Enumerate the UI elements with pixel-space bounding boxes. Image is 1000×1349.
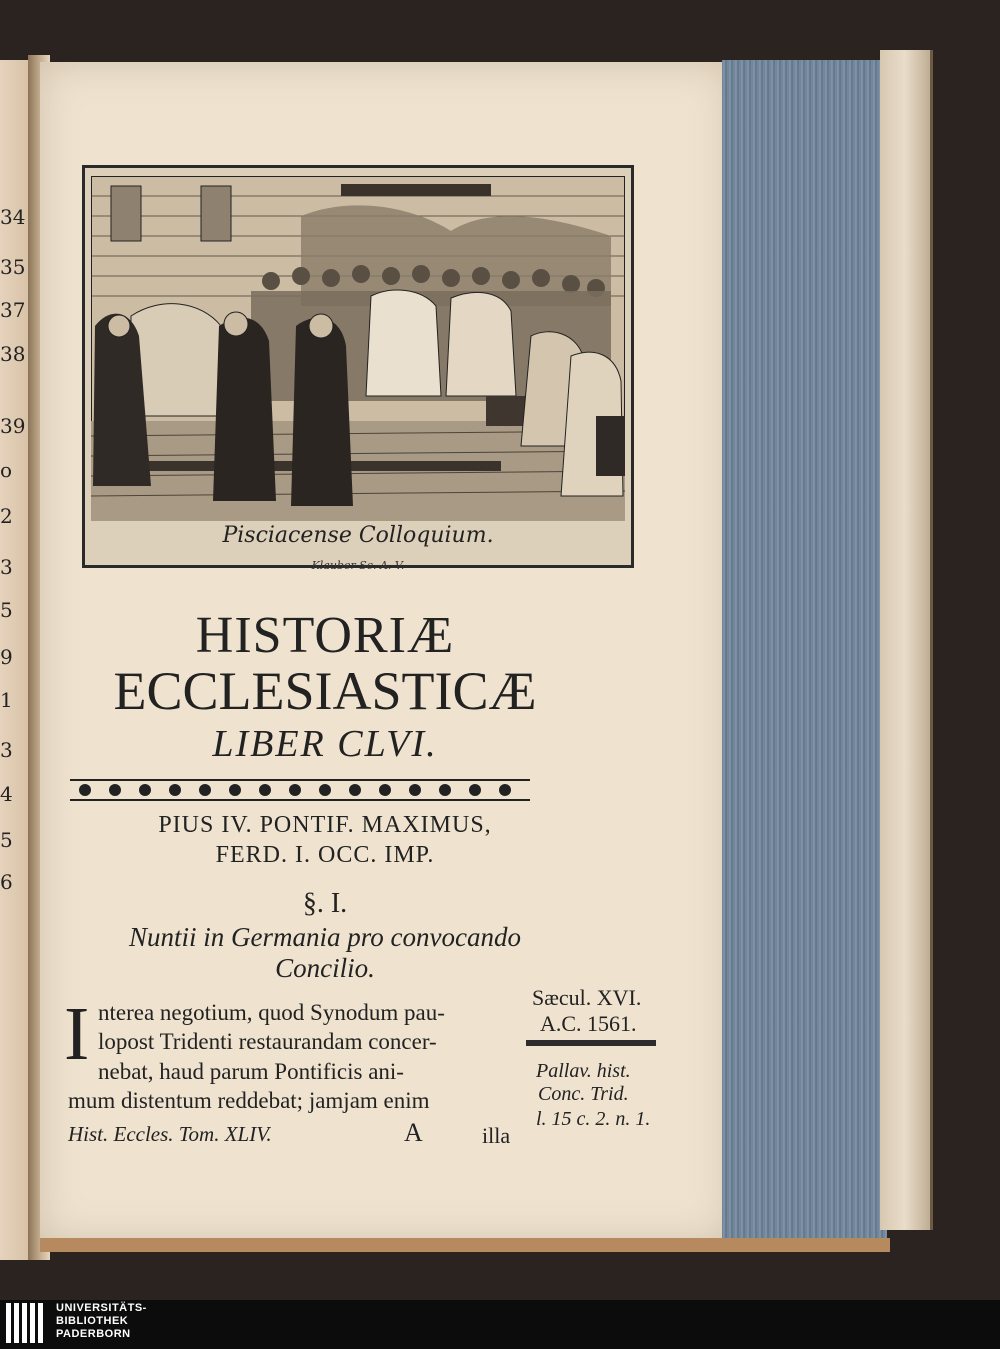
body-line-2: lopost Tridenti restaurandam concer- (98, 1029, 437, 1054)
section-number: §. I. (302, 888, 348, 919)
catchword: illa (482, 1123, 511, 1148)
engraving-caption: Pisciacense Colloquium. (222, 523, 494, 548)
page-block-edge (722, 60, 887, 1240)
library-name-line-1: UNIVERSITÄTS- (56, 1302, 147, 1314)
margin-number: 37 (0, 298, 26, 322)
title-line-1: HISTORIÆ (195, 607, 455, 664)
margin-number: 4 (0, 782, 13, 806)
sidenote-century: Sæcul. XVI. (532, 985, 642, 1010)
margin-number: 38 (0, 342, 26, 366)
margin-number: 2 (0, 504, 13, 528)
library-logo-icon (6, 1303, 48, 1343)
library-banner (0, 1300, 1000, 1349)
margin-number: 34 (0, 205, 26, 229)
heading-line-1: PIUS IV. PONTIF. MAXIMUS, (158, 812, 492, 838)
margin-number: o (0, 458, 13, 482)
margin-number: 35 (0, 255, 26, 279)
section-subtitle (60, 922, 590, 984)
margin-number: 5 (0, 598, 13, 622)
heading-line-2: FERD. I. OCC. IMP. (215, 842, 435, 868)
library-name-line-3: PADERBORN (56, 1328, 131, 1340)
margin-number: 9 (0, 645, 13, 669)
drop-capital: I (64, 992, 90, 1076)
section-subtitle-line-1: Nuntii in Germania pro convocando (129, 922, 521, 952)
book-cover (880, 50, 933, 1230)
signature-mark: Hist. Eccles. Tom. XLIV. (68, 1122, 272, 1146)
body-line-1: nterea negotium, quod Synodum pau- (98, 1000, 445, 1025)
margin-number: 1 (0, 688, 13, 712)
margin-number: 5 (0, 828, 13, 852)
engraving-illustration (82, 165, 634, 572)
margin-number: 3 (0, 555, 13, 579)
body-line-3: nebat, haud parum Pontificis ani- (98, 1059, 404, 1084)
ornamental-divider (70, 776, 530, 804)
gathering-letter: A (404, 1118, 423, 1147)
sidenote-reference-2: Conc. Trid. (538, 1083, 629, 1105)
library-name-line-2: BIBLIOTHEK (56, 1315, 129, 1327)
cover-bottom-edge (40, 1238, 890, 1252)
margin-number: 39 (0, 414, 26, 438)
margin-number: 6 (0, 870, 13, 894)
margin-number: 3 (0, 738, 13, 762)
title-line-3: LIBER CLVI. (212, 723, 438, 765)
sidenote-rule (526, 1040, 656, 1046)
sidenote-reference-3: l. 15 c. 2. n. 1. (536, 1108, 651, 1130)
assembly-scene-picture (91, 176, 625, 521)
sidenote-year: A.C. 1561. (540, 1011, 637, 1036)
section-subtitle-line-2: Concilio. (275, 953, 375, 983)
engraver-signature: Klauber Sc. A. V. (311, 559, 405, 572)
body-line-4: mum distentum reddebat; jamjam enim (68, 1088, 430, 1113)
sidenote-reference-1: Pallav. hist. (536, 1060, 631, 1082)
title-line-2: ECCLESIASTICÆ (113, 661, 537, 721)
